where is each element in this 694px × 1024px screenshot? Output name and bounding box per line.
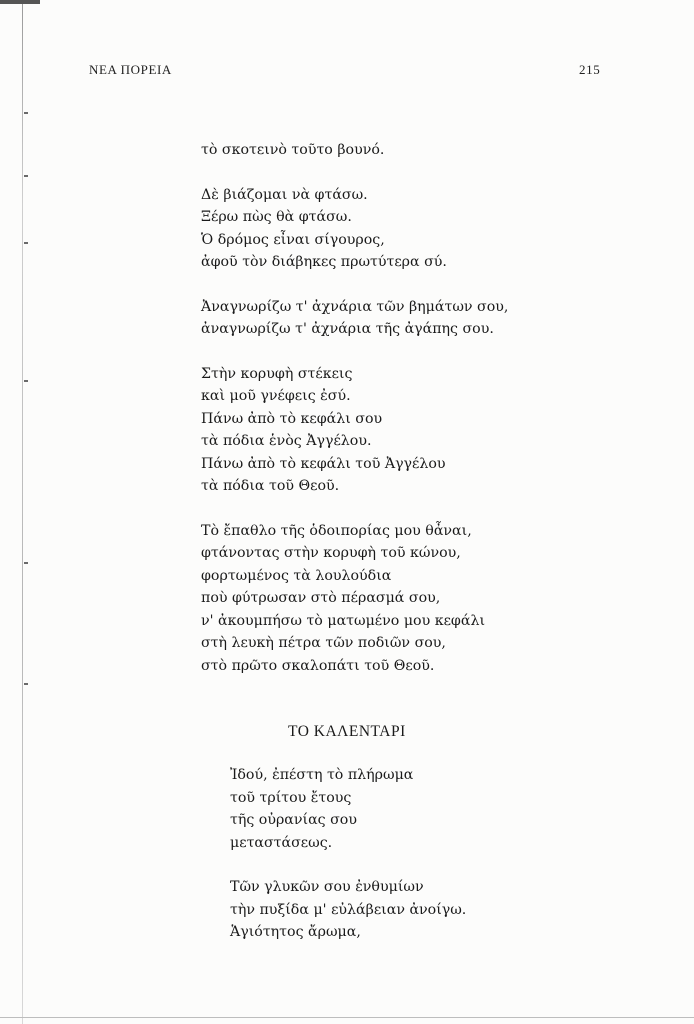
next-poem-body: [230, 764, 630, 944]
poem-line: τὴν πυξίδα μ' εὐλάβειαν ἀνοίγω.: [230, 901, 467, 918]
poem-line: φορτωμένος τὰ λουλούδια: [201, 567, 392, 584]
binding-edge: [22, 0, 23, 1024]
poem-line: Πάνω ἀπὸ τὸ κεφάλι τοῦ Ἀγγέλου: [201, 455, 446, 472]
poem-line: ἀφοῦ τὸν διάβηκες πρωτύτερα σύ.: [201, 254, 447, 270]
poem-line: Ἁγιότητος ἄρωμα,: [230, 924, 361, 940]
poem-line: Τὸ ἔπαθλο τῆς ὁδοιπορίας μου θἆναι,: [201, 522, 472, 539]
page-bottom-edge: [0, 1017, 694, 1018]
scan-edge-mark: [0, 0, 40, 4]
poem-line: στὴ λευκὴ πέτρα τῶν ποδιῶν σου,: [201, 635, 446, 651]
poem-line: Ἰδού, ἐπέστη τὸ πλήρωμα: [230, 767, 414, 783]
poem-continuation: [201, 139, 621, 677]
page-number: 215: [579, 62, 601, 77]
poem-line: καὶ μοῦ γνέφεις ἐσύ.: [201, 388, 351, 404]
poem-line: τῆς οὐρανίας σου: [230, 812, 357, 828]
stanza: [201, 184, 621, 274]
poem-line: Ξέρω πὼς θὰ φτάσω.: [201, 209, 352, 225]
stanza: [201, 520, 621, 678]
poem-line: τοῦ τρίτου ἔτους: [230, 789, 352, 806]
poem-line: ποὺ φύτρωσαν στὸ πέρασμά σου,: [201, 590, 441, 606]
scan-margin-mark: [24, 562, 28, 564]
stanza: [201, 139, 621, 162]
stanza: [230, 764, 630, 854]
poem-line: Ἀναγνωρίζω τ' ἀχνάρια τῶν βημάτων σου,: [201, 298, 509, 315]
stanza: [230, 876, 630, 944]
scan-margin-mark: [24, 683, 28, 685]
poem-line: Ὁ δρόμος εἶναι σίγουρος,: [201, 231, 385, 248]
poem-line: στὸ πρῶτο σκαλοπάτι τοῦ Θεοῦ.: [201, 657, 435, 674]
poem-line: Πάνω ἀπὸ τὸ κεφάλι σου: [201, 410, 383, 427]
poem-line: τὰ πόδια τοῦ Θεοῦ.: [201, 478, 340, 494]
poem-line: φτάνοντας στὴν κορυφὴ τοῦ κώνου,: [201, 545, 461, 561]
poem-line: ν' ἀκουμπήσω τὸ ματωμένο μου κεφάλι: [201, 612, 486, 629]
poem-line: τὸ σκοτεινὸ τοῦτο βουνό.: [201, 142, 385, 158]
stanza: [201, 363, 621, 498]
scan-margin-mark: [24, 242, 28, 244]
poem-line: ἀναγνωρίζω τ' ἀχνάρια τῆς ἀγάπης σου.: [201, 321, 494, 337]
running-head-title: ΝΕΑ ΠΟΡΕΙΑ: [89, 62, 172, 77]
scan-margin-mark: [24, 112, 28, 114]
poem-line: μεταστάσεως.: [230, 834, 333, 851]
poem-line: Τῶν γλυκῶν σου ἐνθυμίων: [230, 879, 424, 895]
poem-line: Δὲ βιάζομαι νὰ φτάσω.: [201, 186, 368, 203]
poem-line: Στὴν κορυφὴ στέκεις: [201, 365, 353, 382]
scan-margin-mark: [24, 175, 28, 177]
stanza: [201, 296, 621, 341]
scan-margin-mark: [24, 380, 28, 382]
poem-line: τὰ πόδια ἑνὸς Ἀγγέλου.: [201, 433, 372, 449]
poem-title: ΤΟ ΚΑΛΕΝΤΑΡΙ: [288, 723, 406, 740]
